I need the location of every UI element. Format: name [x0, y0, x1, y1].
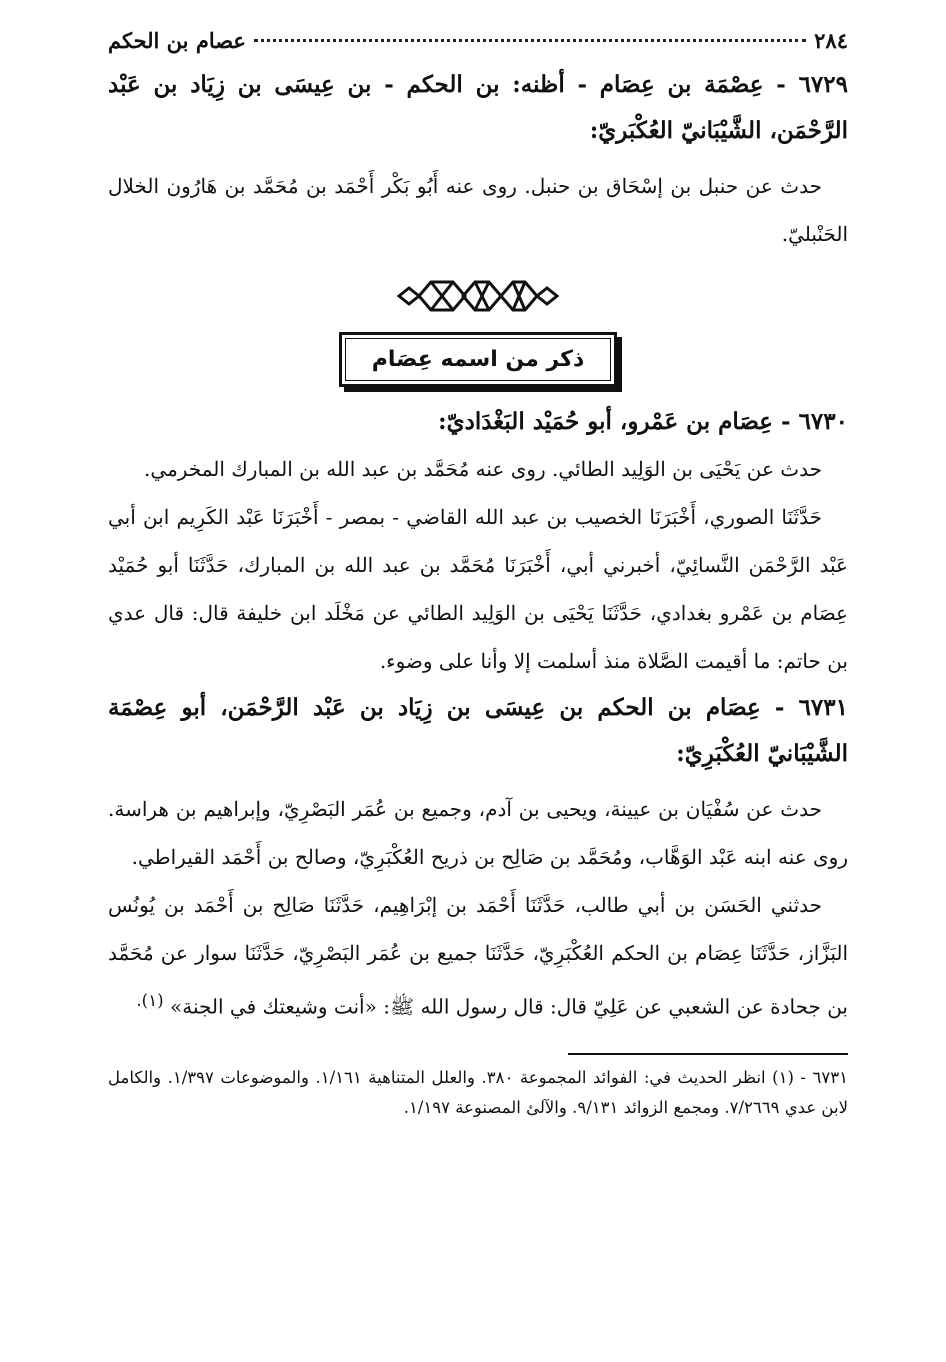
entry-body-6731-a-text: حدث عن سُفْيَان بن عيينة، ويحيى بن آدم، وجميع بن عُمَر البَصْرِيّ، وإبراهيم بن هراسة. روى عنه ابنه عَبْد الوَهَّاب، ومُحَمَّد بن صَالِح بن ذريح العُكْبَرِيّ، وصالح بن أَحْمَد القيراطي.	[108, 797, 848, 869]
entry-body-6730-a-text: حدث عن يَحْيَى بن الوَلِيد الطائي. روى عنه مُحَمَّد بن عبد الله بن المبارك المخرمي.	[144, 457, 822, 481]
footnote-rule-wrap	[108, 1031, 848, 1055]
book-page	[108, 28, 848, 1123]
entry-body-6731-a	[108, 785, 848, 881]
entry-heading-6729: ٦٧٢٩ - عِصْمَة بن عِصَام - أظنه: بن الحكم - بن عِيسَى بن زِيَاد بن عَبْد الرَّحْمَن، الشَّيْبَانيّ العُكْبَريّ:	[108, 71, 848, 144]
footnote-rule	[568, 1053, 848, 1055]
running-head	[108, 28, 848, 62]
entry-heading-6730: ٦٧٣٠ - عِصَام بن عَمْرو، أبو حُمَيْد البَغْدَاديّ:	[438, 408, 848, 435]
ornament-divider	[108, 276, 848, 316]
entry-body-6729-text: حدث عن حنبل بن إسْحَاق بن حنبل. روى عنه أَبُو بَكْر أَحْمَد بن مُحَمَّد بن هَارُون الخلال الحَنْبليّ.	[108, 174, 848, 246]
entry-body-6729	[108, 162, 848, 258]
ornament-icon	[395, 276, 561, 316]
section-title-frame	[108, 332, 848, 387]
footnote: ٦٧٣١ - (١) انظر الحديث في: الفوائد المجموعة ٣٨٠. والعلل المتناهية ١/١٦١. والموضوعات ١/٣٩٧. والكامل لابن عدي ٧/٢٦٦٩. ومجمع الزوائد ٩/١٣١. والآلئ المصنوعة ١/١٩٧.	[108, 1067, 848, 1117]
section-title-outer-border	[339, 332, 618, 387]
page-number: ٢٨٤	[814, 28, 848, 53]
dotted-leader	[254, 39, 806, 42]
entry-body-6730-b-text: حَدَّثَنَا الصوري، أَخْبَرَنَا الخصيب بن عبد الله القاضي - بمصر - أَخْبَرَنَا عَبْد الكَرِيم ابن أبي عَبْد الرَّحْمَن النَّسائِيّ، أخبرني أبي، أَخْبَرَنَا مُحَمَّد بن عبد الله بن المبارك، حَدَّثَنَا أبو حُمَيْد عِصَام بن عَمْرو بغدادي، حَدَّثَنَا يَحْيَى بن الوَلِيد الطائي عن مَخْلَد ابن خليفة قال: قال عدي بن حاتم: ما أقيمت الصَّلاة منذ أسلمت إلا وأنا على وضوء.	[108, 505, 848, 673]
entry-body-6731-b-text: حدثني الحَسَن بن أبي طالب، حَدَّثَنَا أَحْمَد بن إبْرَاهِيم، حَدَّثَنَا صَالِح بن أَحْمَد بن يُونُس البَزَّاز، حَدَّثَنَا عِصَام بن الحكم العُكْبَرِيّ، حَدَّثَنَا جميع بن عُمَر البَصْرِيّ، حَدَّثَنَا سوار عن مُحَمَّد بن جحادة عن الشعبي عن عَلِيّ قال: قال رسول الله ﷺ: «أنت وشيعتك في الجنة»	[108, 893, 848, 1019]
footnote-marker: (١).	[136, 991, 164, 1010]
entry-body-6730-a	[108, 445, 848, 493]
entry-body-6731-b	[108, 881, 848, 1031]
entry-body-6730-b	[108, 493, 848, 685]
entry-heading-6731: ٦٧٣١ - عِصَام بن الحكم بن عِيسَى بن زِيَاد بن عَبْد الرَّحْمَن، أبو عِصْمَة الشَّيْبَانيّ العُكْبَرِيّ:	[108, 694, 848, 767]
section-title: ذكر من اسمه عِصَام	[345, 338, 612, 381]
running-title: عصام بن الحكم	[108, 28, 246, 53]
